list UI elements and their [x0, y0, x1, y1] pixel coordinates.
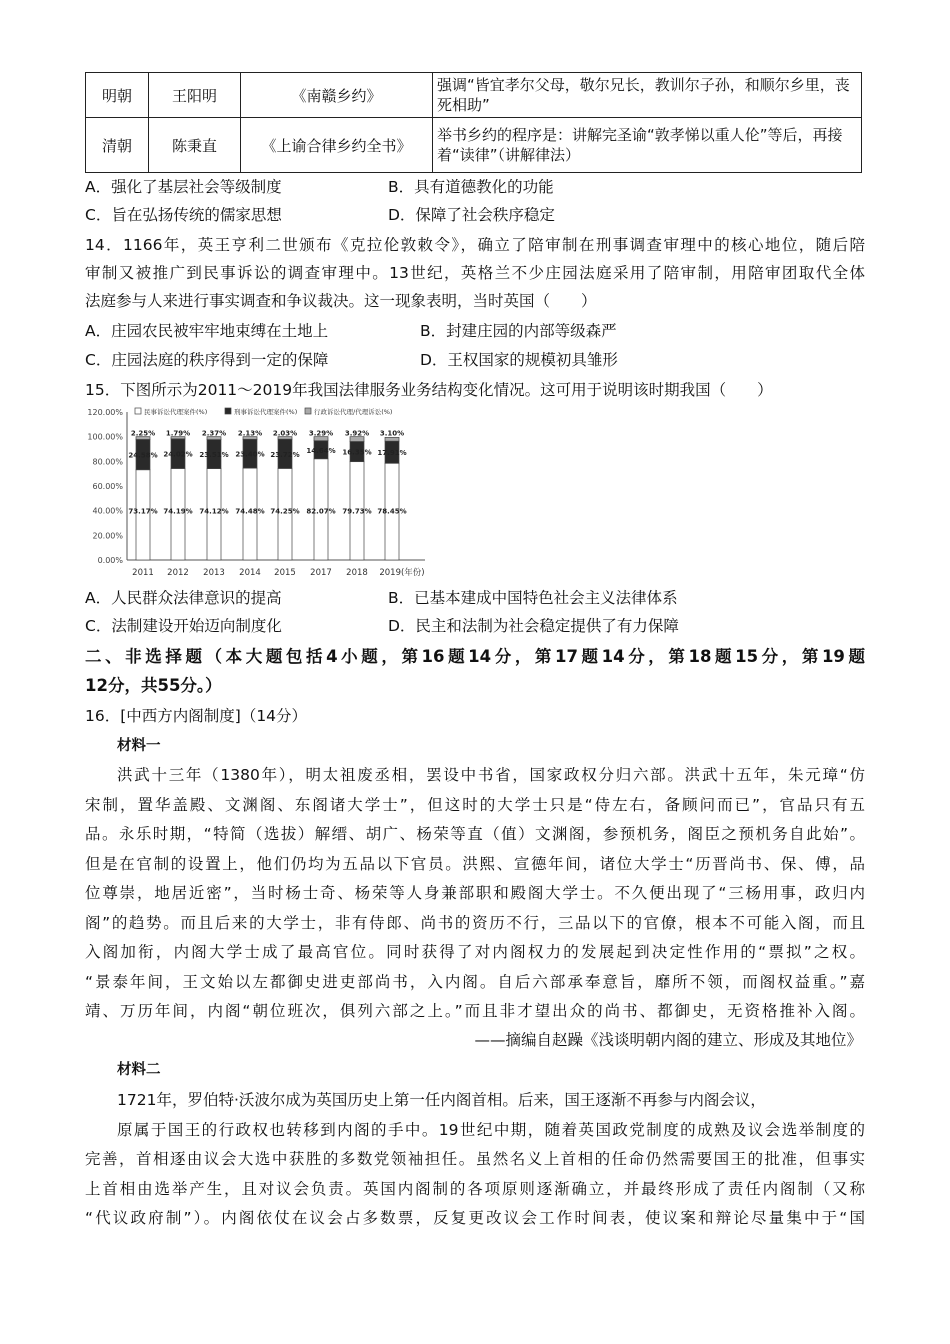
bar-segment-2 [385, 437, 399, 441]
x-tick-label: 2013 [203, 568, 225, 578]
data-label: 2.03% [272, 429, 298, 438]
material-text-line: 原属于国王的行政权也转移到内阁的手中。19世纪中期，随着英国政党制度的成熟及议会选举制度的 [117, 1120, 865, 1139]
data-label: 2.37% [201, 429, 227, 438]
x-tick-label: 2014 [239, 568, 261, 578]
material-text-line: 洪武十三年（1380年），明太祖废丞相，罢设中书省，国家政权分归六部。洪武十五年，朱元璋“仿 [117, 766, 865, 784]
data-label: 23.51% [199, 451, 229, 460]
data-label: 16.35% [342, 448, 372, 457]
data-label: 73.17% [128, 507, 158, 516]
y-tick-label: 100.00% [87, 432, 123, 442]
material-text-line: 靖、万历年间，内阁“朝位班次，俱列六部之上。”而且非才望出众的尚书、都御史，无资格推补入阁。 [85, 1002, 865, 1020]
x-tick-label: 2015 [274, 568, 296, 578]
dynasty-cell: 清朝 [86, 118, 149, 173]
legend-label: 行政诉讼代理/代理诉讼(%) [314, 408, 393, 416]
table-row [86, 73, 862, 118]
data-label: 74.19% [163, 507, 193, 516]
data-label: 3.29% [308, 429, 334, 438]
q14-stem-line: 法庭参与人来进行事实调查和争议裁决。这一现象表明，当时英国（ ） [85, 292, 597, 310]
q14-option-c[interactable]: C．庄园法庭的秩序得到一定的保障 [85, 351, 329, 369]
material-text-line: 入阁加衔，内阁大学士成了最高官位。同时获得了对内阁权力的发展起到决定性作用的“票拟”之权。 [85, 943, 865, 961]
data-label: 82.07% [306, 507, 336, 516]
material-text-line: 位尊崇，地居近密”，当时杨士奇、杨荣等人身兼部职和殿阁大学士。不久便出现了“三杨用事，政归内 [85, 884, 865, 902]
y-tick-label: 80.00% [92, 457, 123, 467]
q15-option-a[interactable]: A．人民群众法律意识的提高 [85, 589, 282, 607]
legend-label: 刑事诉讼代理案件(%) [234, 408, 298, 416]
q14-option-b[interactable]: B．封建庄园的内部等级森严 [420, 322, 617, 340]
material-text-line: 阁”的趋势。而且后来的大学士，非有侍郎、尚书的资历不行，三品以下的官僚，根本不可能入阁，而且 [85, 913, 865, 932]
dynasty-cell: 明朝 [86, 73, 149, 118]
data-label: 3.10% [379, 429, 405, 438]
material-text-line: “景泰年间，王文始以左都御史进吏部尚书，入内阁。自后六部承奉意旨，靡所不领，而阁权益重。”嘉 [85, 972, 865, 991]
section-heading: 二、非选择题（本大题包括4小题，第16题14分，第17题14分，第18题15分，第19题 [85, 647, 865, 666]
x-tick-label: 2019(年份) [379, 568, 425, 578]
q13-option-c[interactable]: C．旨在弘扬传统的儒家思想 [85, 206, 282, 224]
table-row [86, 118, 862, 173]
y-tick-label: 40.00% [92, 506, 123, 516]
q13-option-a[interactable]: A．强化了基层社会等级制度 [85, 178, 282, 196]
legend-swatch [135, 408, 141, 414]
work-cell: 《南赣乡约》 [241, 73, 433, 118]
q15-stem: 15．下图所示为2011～2019年我国法律服务业务结构变化情况。这可用于说明该时期我国（ ） [85, 381, 773, 399]
q15-option-b[interactable]: B．已基本建成中国特色社会主义法律体系 [388, 589, 678, 607]
q14-option-a[interactable]: A．庄园农民被牢牢地束缚在土地上 [85, 322, 329, 340]
material-text-line: 1721年，罗伯特·沃波尔成为英国历史上第一任内阁首相。后来，国王逐渐不再参与内阁会议， [117, 1091, 766, 1109]
content-cell: 强调“皆宜孝尔父母，敬尔兄长，教训尔子孙，和顺尔乡里，丧死相助” [433, 73, 862, 118]
data-label: 3.92% [344, 429, 370, 438]
q14-option-d[interactable]: D．王权国家的规模初具雏形 [420, 351, 618, 369]
data-label: 24.58% [128, 451, 158, 460]
village-covenant-table [85, 72, 862, 173]
q13-option-d[interactable]: D．保障了社会秩序稳定 [388, 206, 555, 224]
y-tick-label: 120.00% [87, 408, 123, 417]
data-label: 23.72% [270, 450, 300, 459]
material-text-line: 品。永乐时期，“特简（选拔）解缙、胡广、杨荣等直（值）文渊阁，参预机务，阁臣之预机务自此始”。 [85, 825, 865, 843]
q15-option-c[interactable]: C．法制建设开始迈向制度化 [85, 617, 282, 635]
content-cell: 举书乡约的程序是：讲解完圣谕“敦孝悌以重人伦”等后，再接着“读律”（讲解律法） [433, 118, 862, 173]
legend-swatch [225, 408, 231, 414]
legal-services-chart [85, 405, 430, 580]
material-two-label: 材料二 [117, 1062, 161, 1078]
data-label: 2.13% [237, 429, 263, 438]
q13-option-b[interactable]: B．具有道德教化的功能 [388, 178, 554, 196]
q14-stem-line: 14．1166年，英王亨利二世颁布《克拉伦敦敕令》，确立了陪审制在刑事调查审理中的核心地位，随后陪 [85, 236, 865, 254]
data-label: 2.25% [130, 429, 156, 438]
y-tick-label: 0.00% [97, 556, 123, 565]
material-text-line: 完善，首相逐由议会大选中获胜的多数党领袖担任。虽然名义上首相的任命仍然需要国王的批准，但事实 [85, 1150, 865, 1168]
material-text-line: 上首相由选举产生，且对议会负责。英国内阁制的各项原则逐渐确立，并最终形成了责任内阁制（又称 [85, 1179, 865, 1198]
x-tick-label: 2012 [167, 568, 189, 578]
x-tick-label: 2018 [346, 568, 368, 578]
person-cell: 陈秉直 [149, 118, 241, 173]
legend-swatch [305, 408, 311, 414]
data-label: 1.79% [165, 429, 191, 438]
q16-title: 16．[中西方内阁制度]（14分） [85, 707, 308, 725]
work-cell: 《上谕合律乡约全书》 [241, 118, 433, 173]
data-label: 74.12% [199, 507, 229, 516]
data-label: 78.45% [377, 507, 407, 516]
person-cell: 王阳明 [149, 73, 241, 118]
data-label: 17.91% [377, 449, 407, 458]
material-one-label: 材料一 [117, 738, 161, 754]
y-tick-label: 20.00% [92, 531, 123, 541]
material-text-line: 但是在官制的设置上，他们仍均为五品以下官员。洪熙、宣德年间，诸位大学士“历晋尚书、保、傅，品 [85, 854, 865, 873]
data-label: 23.40% [235, 450, 265, 459]
material-text-line: “代议政府制”）。内阁依仗在议会占多数票，反复更改议会工作时间表，使议案和辩论尽量集中于“国 [85, 1209, 865, 1227]
section-heading: 12分，共55分。） [85, 676, 222, 695]
material-text-line: 宋制，置华盖殿、文渊阁、东阁诸大学士”，但这时的大学士只是“侍左右，备顾问而已”，官品只有五 [85, 795, 865, 814]
y-tick-label: 60.00% [92, 482, 123, 491]
material-one-source: ——摘编自赵躁《浅谈明朝内阁的建立、形成及其地位》 [474, 1031, 862, 1049]
data-label: 14.64% [306, 446, 336, 455]
q15-option-d[interactable]: D．民主和法制为社会稳定提供了有力保障 [388, 617, 679, 635]
x-tick-label: 2011 [132, 568, 154, 578]
x-tick-label: 2017 [310, 568, 332, 578]
data-label: 74.25% [270, 507, 300, 516]
q14-stem-line: 审制又被推广到民事诉讼的调查审理中。13世纪，英格兰不少庄园法庭采用了陪审制，用陪审团取代全体 [85, 264, 865, 282]
data-label: 24.02% [163, 450, 193, 459]
data-label: 79.73% [342, 507, 372, 516]
legend-label: 民事诉讼代理案件(%) [144, 408, 208, 416]
data-label: 74.48% [235, 507, 265, 516]
